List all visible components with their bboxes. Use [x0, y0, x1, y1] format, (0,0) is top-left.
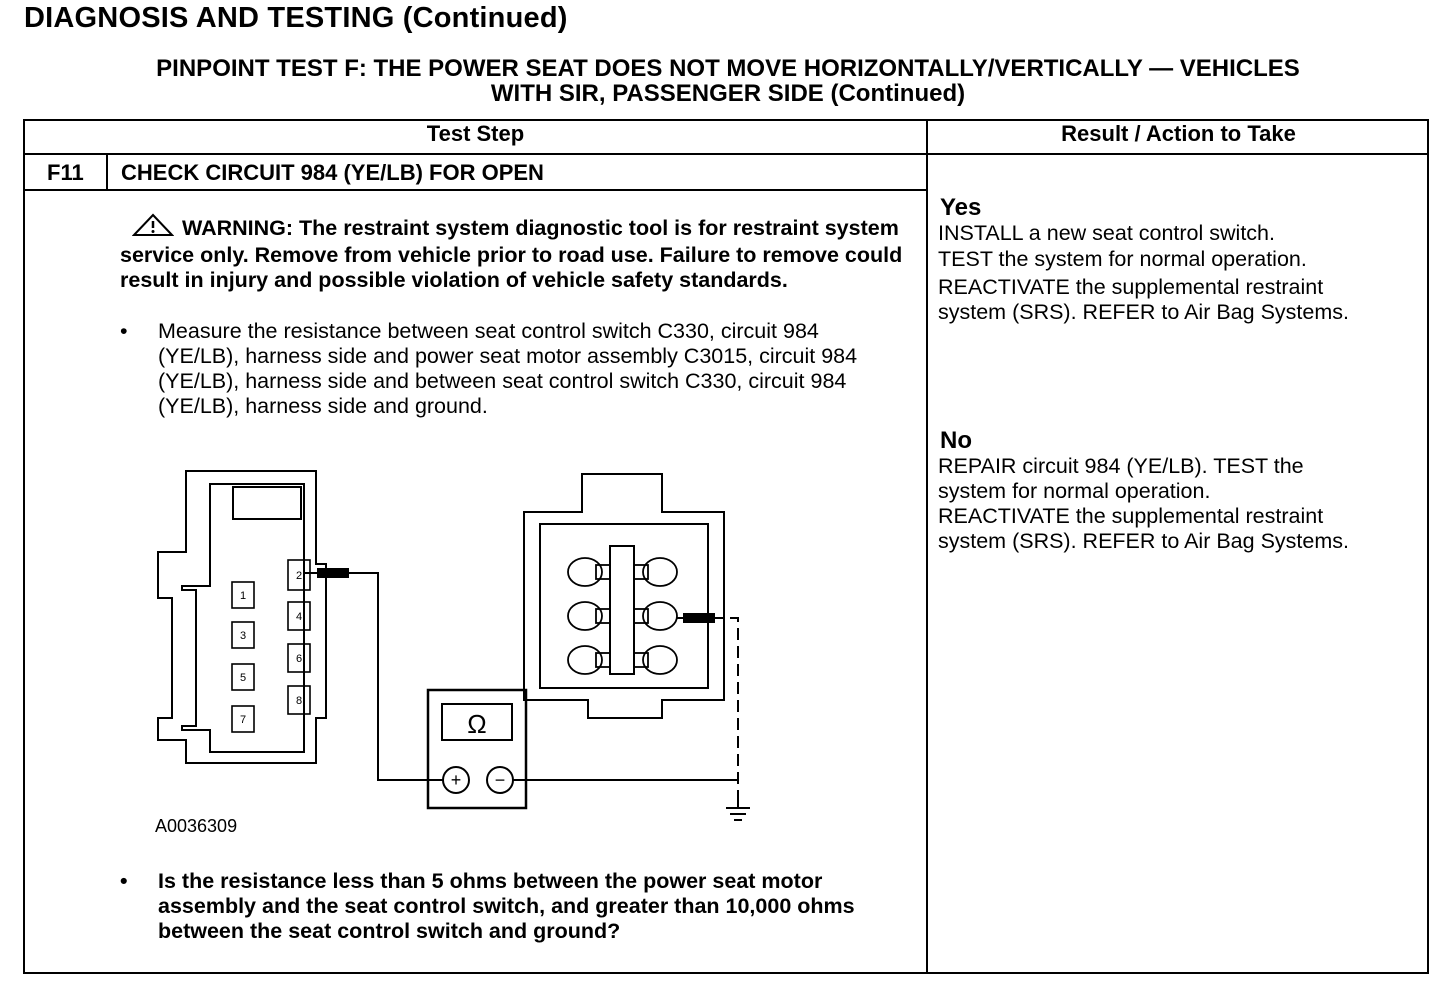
figure-id: A0036309 [155, 816, 238, 836]
terminal-row-2 [568, 602, 677, 630]
result-no-line-4: system (SRS). REFER to Air Bag Systems. [938, 529, 1349, 553]
bullet-dot: • [120, 869, 128, 893]
ground-symbol-icon [726, 798, 750, 820]
test-title-line-2: WITH SIR, PASSENGER SIDE (Continued) [490, 80, 966, 107]
seat-motor-connector-c3015 [524, 474, 724, 718]
result-no-line-1: REPAIR circuit 984 (YE/LB). TEST the [938, 454, 1304, 478]
pin-label-8: 8 [295, 695, 303, 707]
pin-label-6: 6 [295, 653, 303, 665]
result-yes-line-2: TEST the system for normal operation. [938, 247, 1307, 271]
step-title: CHECK CIRCUIT 984 (YE/LB) FOR OPEN [121, 160, 544, 185]
result-yes-label: Yes [940, 194, 982, 221]
probe-tip-motor [684, 614, 714, 622]
terminal-row-1 [568, 558, 677, 586]
motor-connector-inner [540, 524, 708, 688]
pin-label-5: 5 [239, 672, 247, 684]
ohmmeter-symbol: Ω [467, 709, 487, 739]
instruction-text: Measure the resistance between seat control switch C330, circuit 984 (YE/LB), harness side and power seat motor assembly C3015, circuit 984 (YE/LB), harness side and between seat control switch C330, circuit 984 (YE/LB), harness side and ground. [158, 319, 858, 418]
pin-label-2: 2 [295, 570, 303, 582]
negative-terminal-label: − [494, 770, 506, 790]
result-no-line-3: REACTIVATE the supplemental restraint [938, 504, 1324, 528]
result-no-line-2: system for normal operation. [938, 479, 1211, 503]
positive-terminal-label: + [450, 770, 462, 790]
connector-latch [233, 487, 301, 519]
motor-connector-center-bar [610, 546, 634, 674]
result-yes-line-1: INSTALL a new seat control switch. [938, 221, 1275, 245]
result-no-label: No [940, 427, 972, 454]
step-id: F11 [47, 160, 84, 185]
warning-text: WARNING: The restraint system diagnostic tool is for restraint system service only. Remove from vehicle prior to road use. Failure to remove could result in injury and possible violation of vehicle safety standards. [120, 216, 903, 292]
probe-tip-positive [318, 569, 348, 577]
column-header-result: Result / Action to Take [1061, 121, 1296, 146]
pin-label-1: 1 [239, 590, 247, 602]
bullet-dot: • [120, 319, 128, 343]
connector-inner-outline [182, 484, 304, 752]
probe-wire-positive [304, 573, 443, 780]
page-heading: DIAGNOSIS AND TESTING (Continued) [24, 2, 568, 34]
question-text: Is the resistance less than 5 ohms between the power seat motor assembly and the seat control switch, and greater than 10,000 ohms between the seat control switch and ground? [158, 869, 855, 943]
pin-label-4: 4 [295, 611, 303, 623]
pin-label-3: 3 [239, 630, 247, 642]
result-yes-line-3: REACTIVATE the supplemental restraint [938, 275, 1324, 299]
terminal-row-3 [568, 646, 677, 674]
test-title-line-1: PINPOINT TEST F: THE POWER SEAT DOES NOT MOVE HORIZONTALLY/VERTICALLY — VEHICLES [156, 55, 1300, 82]
pin-label-7: 7 [239, 714, 247, 726]
result-yes-line-4: system (SRS). REFER to Air Bag Systems. [938, 300, 1349, 324]
column-header-test-step: Test Step [426, 121, 525, 146]
